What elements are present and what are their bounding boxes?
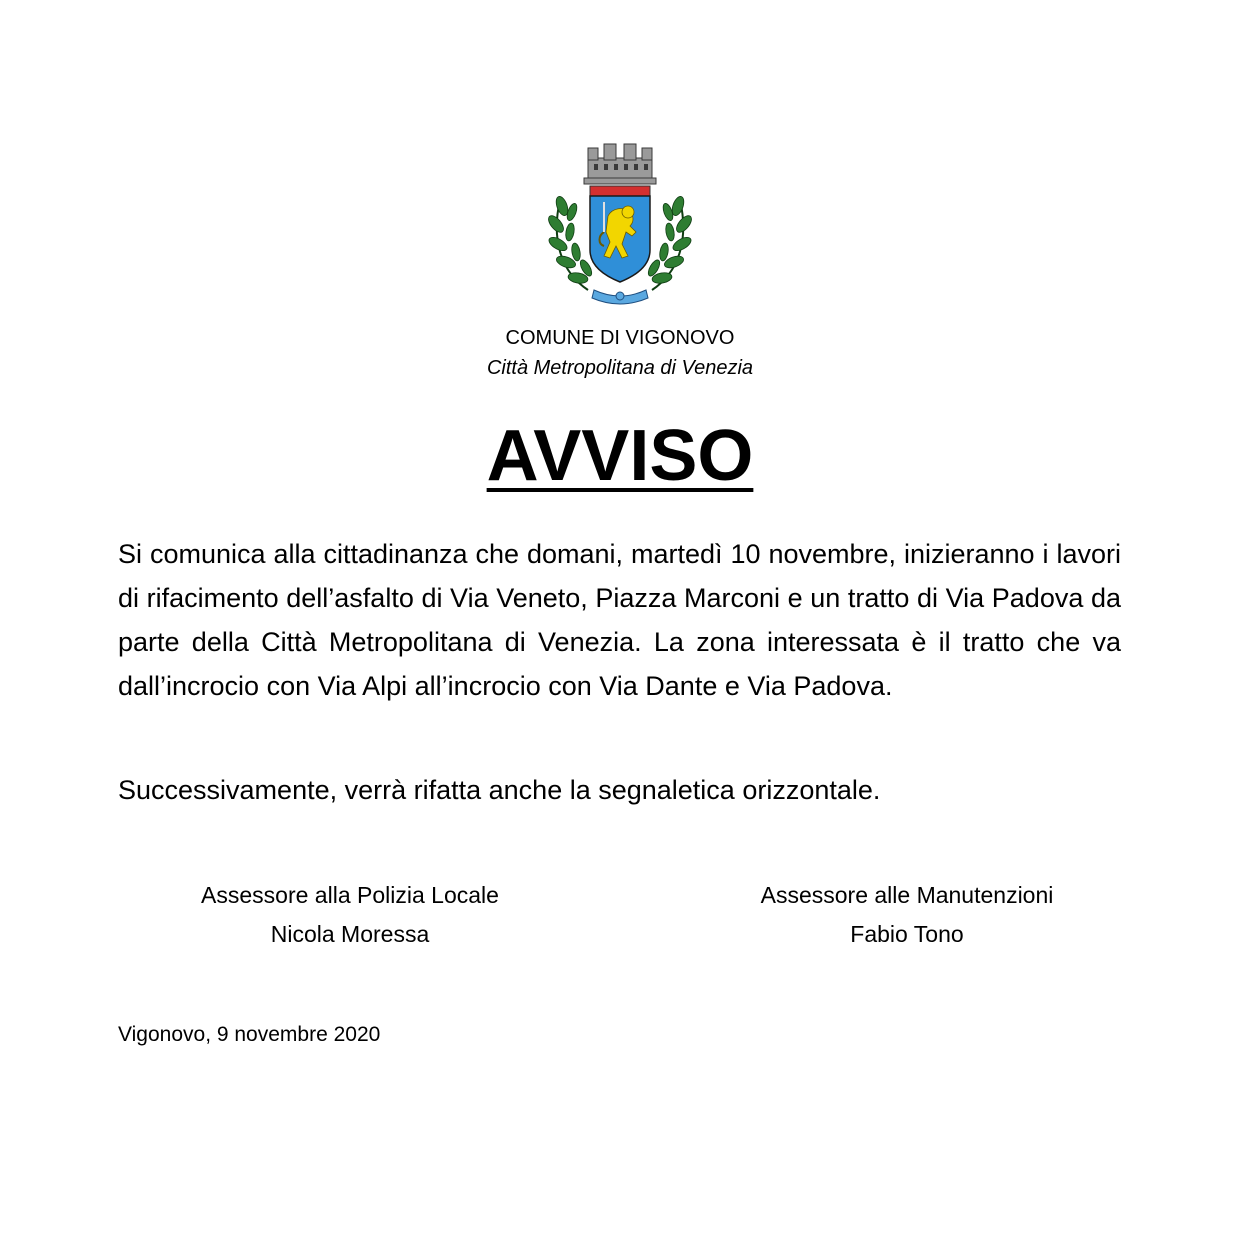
place-date: Vigonovo, 9 novembre 2020: [118, 1023, 381, 1046]
vigonovo-coat-of-arms-icon: [548, 140, 692, 310]
notice-paragraph-1: Si comunica alla cittadinanza che domani, martedì 10 novembre, inizieranno i lavori di rifacimento dell’asfalto di Via Veneto, Piazza Marconi e un tratto di Via Padova da parte della Città Metropolitana di Venezia. La zona interessata è il tratto che va dall’incrocio con Via Alpi all’incrocio con Via Dante e Via Padova.: [118, 539, 1121, 701]
notice-title: [0, 412, 1240, 500]
signature-block-left: [170, 876, 530, 954]
signature-name: Fabio Tono: [850, 921, 964, 947]
signature-role: Assessore alle Manutenzioni: [760, 882, 1054, 908]
signature-name: Nicola Moressa: [270, 921, 430, 947]
notice-paragraph-2: Successivamente, verrà rifatta anche la segnaletica orizzontale.: [118, 775, 881, 805]
org-subtitle: Città Metropolitana di Venezia: [486, 357, 754, 379]
notice-title-text: AVVISO: [486, 416, 754, 496]
signature-block-right: [722, 876, 1092, 954]
signature-role: Assessore alla Polizia Locale: [201, 882, 499, 908]
org-name: COMUNE DI VIGONOVO: [505, 327, 735, 349]
